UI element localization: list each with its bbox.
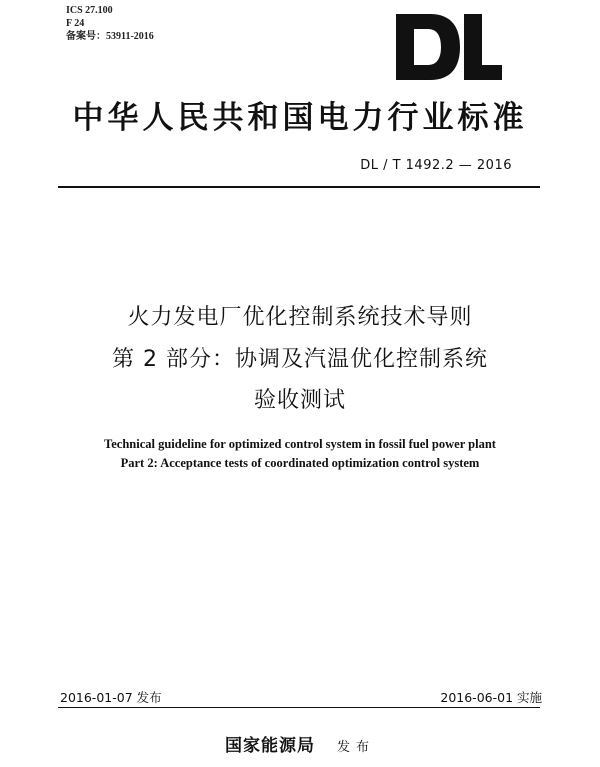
organization-title: 中华人民共和国电力行业标准 [72, 100, 528, 136]
dl-logo-d [396, 14, 460, 80]
title-zh-line1: 火力发电厂优化控制系统技术导则 [127, 305, 473, 330]
header-rule [58, 186, 540, 188]
ics-code: ICS 27.100 [66, 5, 113, 16]
title-zh-line3: 验收测试 [253, 388, 346, 413]
record-number: 备案号：53911-2016 [66, 31, 154, 42]
title-en-line2: Part 2: Acceptance tests of coordinated optimization control system [120, 456, 480, 470]
footer-rule [58, 707, 540, 708]
standard-number: DL / T 1492.2 — 2016 [360, 158, 512, 173]
ccs-code: F 24 [66, 18, 85, 29]
dl-logo-l [464, 14, 502, 80]
classification-block [66, 4, 154, 43]
issuer-line [0, 731, 600, 756]
implementation-date: 2016-06-01 实施 [440, 690, 542, 705]
issuer-name: 国家能源局 [224, 736, 315, 756]
issuer-action: 发布 [336, 740, 375, 755]
title-en-line1: Technical guideline for optimized control system in fossil fuel power plant [104, 437, 496, 451]
dl-logo [394, 12, 504, 82]
title-zh-line2: 第 2 部分：协调及汽温优化控制系统 [112, 347, 488, 372]
issue-date: 2016-01-07 发布 [60, 690, 162, 705]
